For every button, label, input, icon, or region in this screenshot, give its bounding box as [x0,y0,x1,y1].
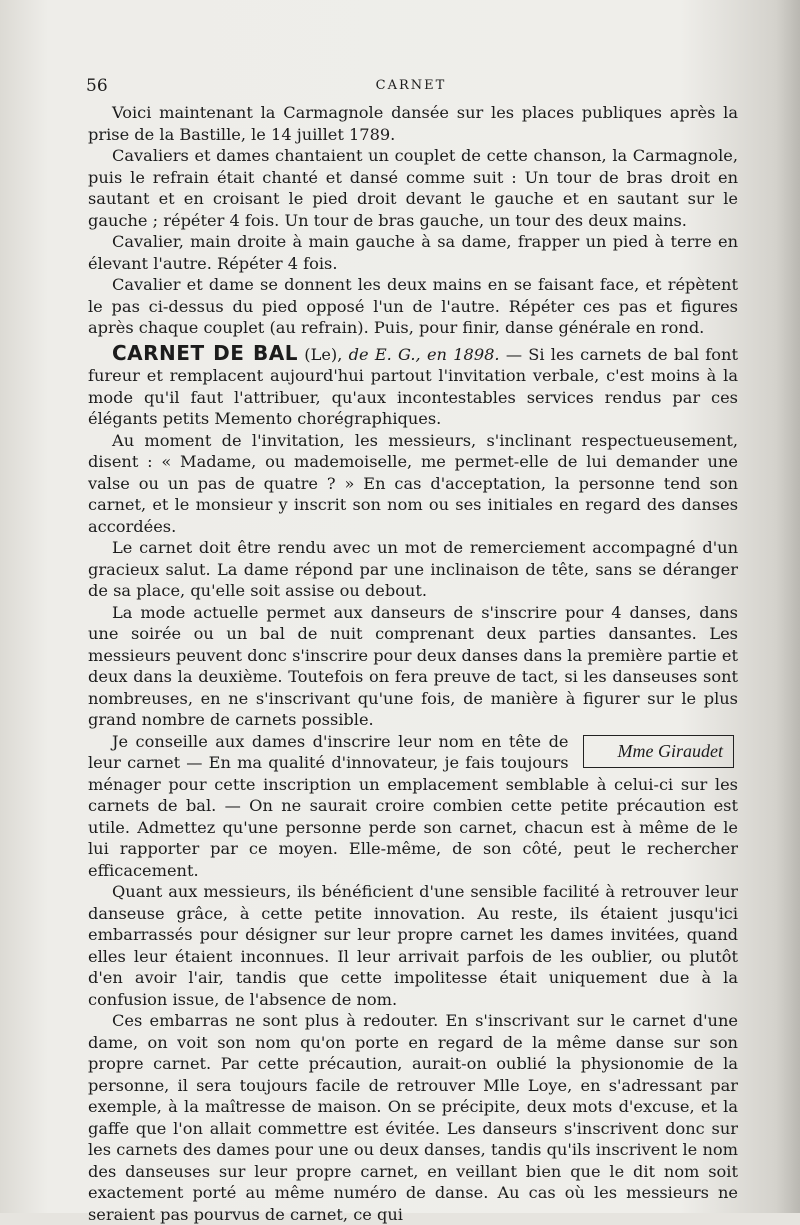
paragraph: Cavaliers et dames chantaient un couplet de cette chanson, la Carmagnole, puis le refrain était chanté et dansé comme suit : Un tour de bras droit en sautant et en croisant le pied droit devant le gauche et en sautant sur le gauche ; répéter 4 fois. Un tour de bras gauche, un tour des deux mains. [88,146,738,230]
paragraph-with-box [88,731,738,882]
paragraph: Cavalier et dame se donnent les deux mains en se faisant face, et répètent le pas ci-dessus du pied opposé l'un de l'autre. Répéter ces pas et figures après chaque couplet (au refrain). Puis, pour finir, danse générale en rond. [88,275,738,337]
entry-meta: de E. G., en 1898. [348,344,500,364]
paragraph: La mode actuelle permet aux danseurs de s'inscrire pour 4 danses, dans une soirée ou un bal de nuit comprenant deux parties dansantes. Les messieurs peuvent donc s'inscrire pour deux danses dans la première partie et deux dans la deuxième. Toutefois on fera preuve de tact, si les danseuses sont nombreuses, en ne s'inscrivant qu'une fois, de manière à figurer sur le plus grand nombre de carnets possible. [88,602,738,729]
running-title: CARNET [375,78,447,93]
entry-text: — Si les carnets de bal font fureur et remplacent aujourd'hui partout l'invitation verbale, c'est moins à la mode qu'il faut l'attribuer, qu'aux incontestables services rendus par ces élégants petits Memento chorégraphiques. [88,344,738,428]
paragraph: Cavalier, main droite à main gauche à sa dame, frapper un pied à terre en élevant l'autre. Répéter 4 fois. [88,232,738,273]
entry-article: (Le), [304,344,343,364]
dictionary-entry [88,340,738,430]
paragraph: Le carnet doit être rendu avec un mot de remerciement accompagné d'un gracieux salut. La dame répond par une inclinaison de tête, sans se déranger de sa place, qu'elle soit assise ou debout. [88,538,738,600]
paragraph: Quant aux messieurs, ils bénéficient d'une sensible facilité à retrouver leur danseuse grâce, à cette petite innovation. Au reste, ils étaient jusqu'ici embarrassés pour désigner sur leur propre carnet les dames invitées, quand elles leur étaient inconnues. Il leur arrivait parfois de les oublier, ou plutôt d'en avoir l'air, tandis que cette impolitesse était uniquement due à la confusion issue, de l'absence de nom. [88,882,738,1009]
paragraph: Voici maintenant la Carmagnole dansée sur les places publiques après la prise de la Bastille, le 14 juillet 1789. [88,103,738,144]
name-sample-box: Mme Giraudet [583,735,734,768]
paragraph: Ces embarras ne sont plus à redouter. En s'inscrivant sur le carnet d'une dame, on voit son nom qu'on porte en regard de la même danse sur son propre carnet. Par cette précaution, aurait-on oublié la physionomie de la personne, il sera toujours facile de retrouver Mlle Loye, en s'adressant par exemple, à la maîtresse de maison. On se précipite, deux mots d'excuse, et la gaffe que l'on allait commettre est évitée. Les danseurs s'inscrivent donc sur les carnets des dames pour une ou deux danses, tandis qu'ils inscrivent le nom des danseuses sur leur propre carnet, en veillant bien que le dit nom soit exactement porté au même numéro de danse. Au cas où les messieurs ne seraient pas pourvus de carnet, ce qui [88,1011,738,1224]
page-number: 56 [86,76,108,96]
body-text [88,102,738,1225]
box-paragraph-text: Je conseille aux dames d'inscrire leur nom en tête de leur carnet — En ma qualité d'innovateur, je fais toujours ménager pour cette inscription un emplacement semblable à celui-ci sur les carnets de bal. — On ne saurait croire combien cette petite précaution est utile. Admettez qu'une personne perde son carnet, chacun est à même de le lui rapporter par ce moyen. Elle-même, de son côté, peut le rechercher efficacement. [88,731,738,880]
paragraph: Au moment de l'invitation, les messieurs, s'inclinant respectueusement, disent : « Madame, ou mademoiselle, me permet-elle de lui demander une valse ou un pas de quatre ? » En cas d'acceptation, la personne tend son carnet, et le monsieur y inscrit son nom ou ses initiales en regard des danses accordées. [88,430,738,536]
page-header [86,76,736,96]
entry-heading: CARNET DE BAL [112,340,298,365]
